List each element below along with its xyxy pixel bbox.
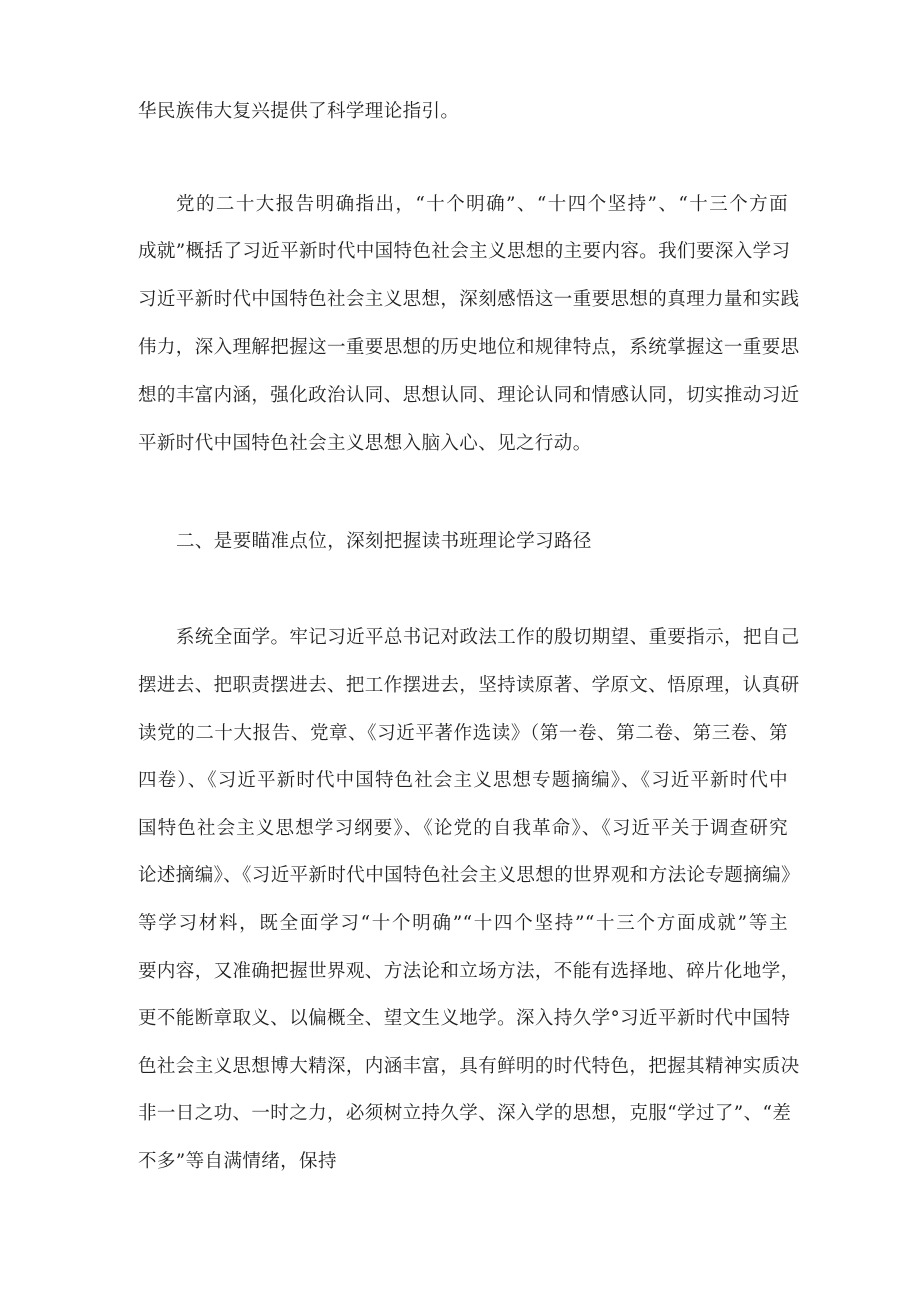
paragraph-3-line-4: 四卷）、《习近平新时代中国特色社会主义思想专题摘编》、《习近平新时代中 [138, 770, 788, 791]
paragraph-2-line-2: 成就”概括了习近平新时代中国特色社会主义思想的主要内容。我们要深入学习 [138, 241, 791, 262]
paragraph-3-line-12: 不多”等自满情绪，保持 [138, 1151, 337, 1172]
paragraph-3-line-6: 论述摘编》、《习近平新时代中国特色社会主义思想的世界观和方法论专题摘编》 [138, 865, 800, 886]
paragraph-2-line-5: 想的丰富内涵，强化政治认同、思想认同、理论认同和情感认同，切实推动习近 [138, 385, 800, 406]
paragraph-3-line-8: 要内容，又准确把握世界观、方法论和立场方法，不能有选择地、碎片化地学， [138, 961, 800, 982]
paragraph-3-line-5: 国特色社会主义思想学习纲要》、《论党的自我革命》、《习近平关于调查研究 [138, 818, 788, 839]
paragraph-3-line-3: 读党的二十大报告、党章、《习近平著作选读》（第一卷、第二卷、第三卷、第 [138, 723, 788, 744]
paragraph-3-line-2: 摆进去、把职责摆进去、把工作摆进去，坚持读原著、学原文、悟原理，认真研 [138, 675, 800, 696]
paragraph-1-line-1: 华民族伟大复兴提供了科学理论指引。 [138, 101, 460, 122]
paragraph-3-line-11: 非一日之功、一时之力，必须树立持久学、深入学的思想，克服“学过了”、“差 [138, 1103, 792, 1124]
paragraph-3-line-7: 等学习材料，既全面学习“十个明确”“十四个坚持”“十三个方面成就”等主 [138, 913, 788, 934]
paragraph-3-line-9: 更不能断章取义、以偏概全、望文生义地学。深入持久学°习近平新时代中国特 [138, 1008, 791, 1029]
paragraph-2-line-3: 习近平新时代中国特色社会主义思想，深刻感悟这一重要思想的真理力量和实践 [138, 289, 800, 310]
paragraph-2-line-1: 党的二十大报告明确指出，“十个明确”、“十四个坚持”、“十三个方面 [176, 194, 788, 215]
section-heading: 二、是要瞄准点位，深刻把握读书班理论学习路径 [176, 531, 592, 552]
paragraph-3-line-1: 系统全面学。牢记习近平总书记对政法工作的殷切期望、重要指示，把自己 [176, 627, 800, 648]
paragraph-3-line-10: 色社会主义思想博大精深，内涵丰富，具有鲜明的时代特色，把握其精神实质决 [138, 1056, 800, 1077]
paragraph-2-line-6: 平新时代中国特色社会主义思想入脑入心、见之行动。 [138, 433, 592, 454]
paragraph-2-line-4: 伟力，深入理解把握这一重要思想的历史地位和规律特点，系统掌握这一重要思 [138, 337, 800, 358]
